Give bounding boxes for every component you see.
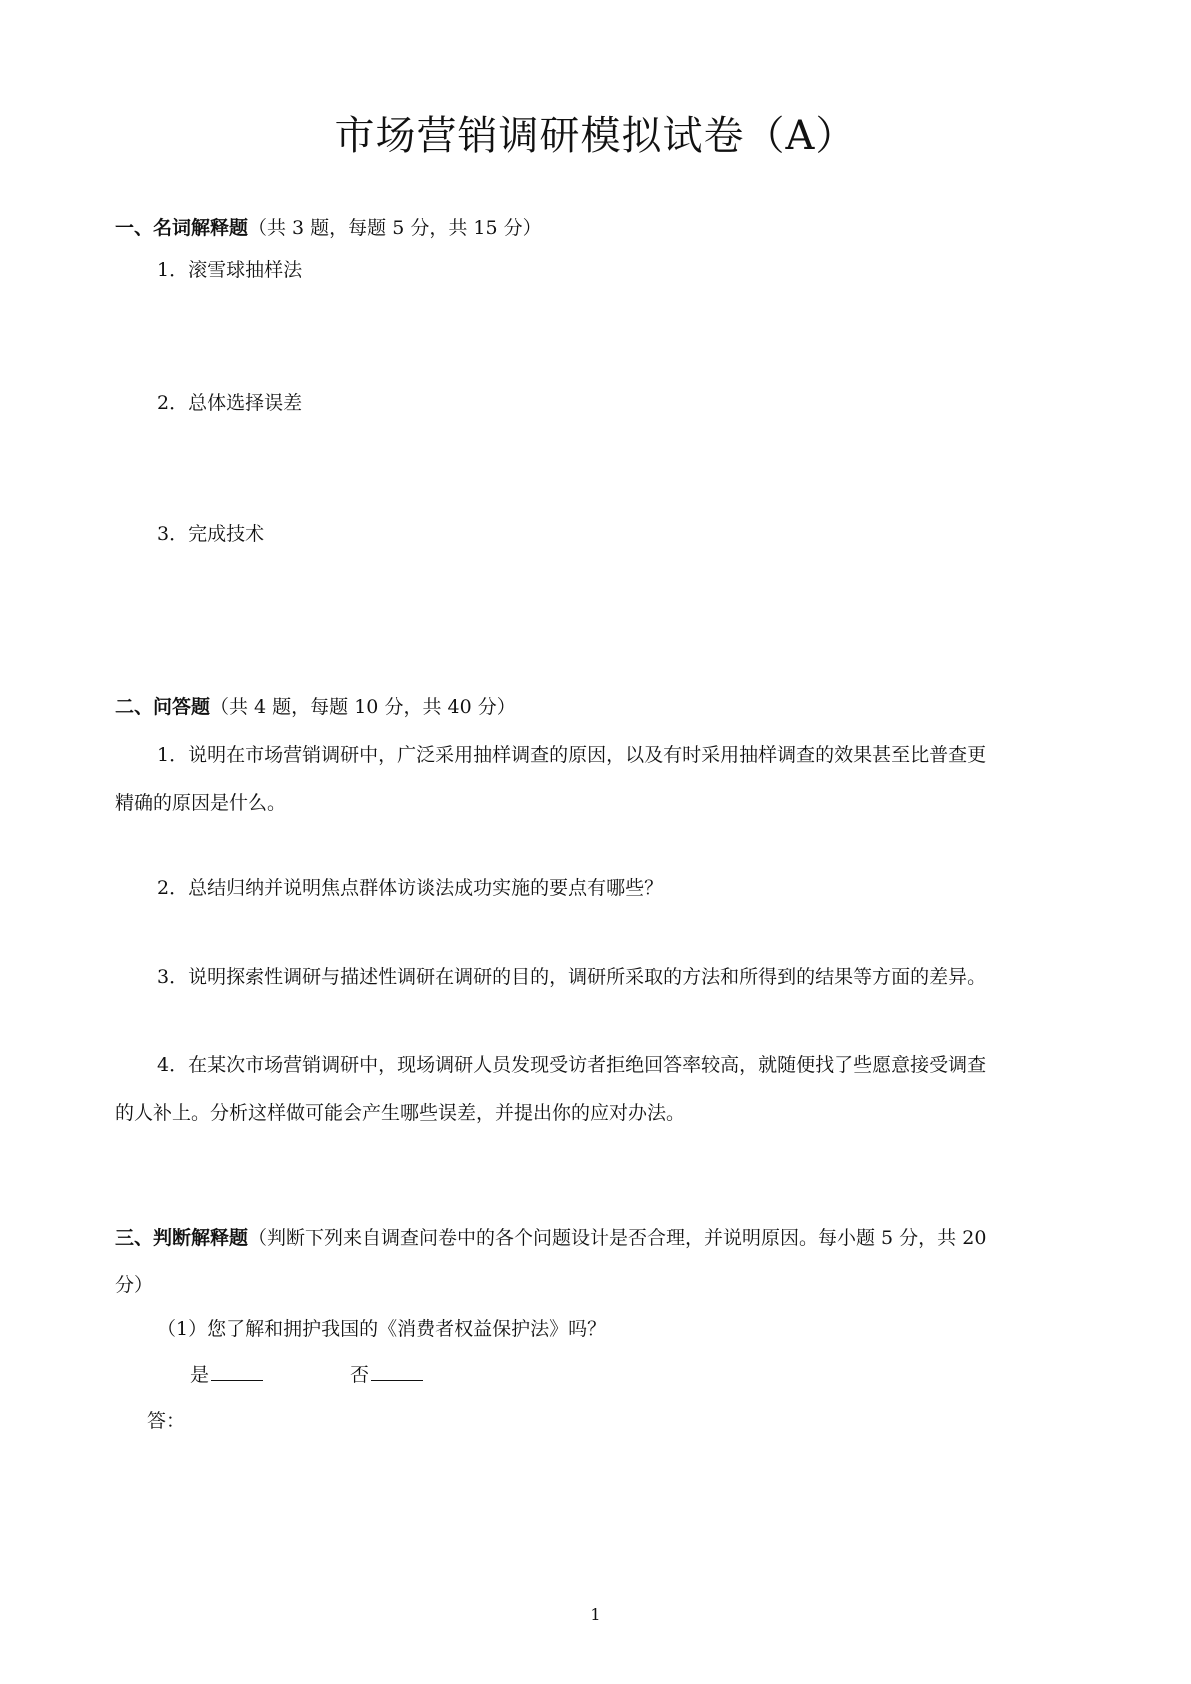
section-1-question-1: 1．滚雪球抽样法 — [157, 259, 303, 281]
section-1-title: 一、名词解释题 — [115, 217, 249, 239]
option-yes-blank — [211, 1360, 263, 1381]
section-1-heading — [115, 214, 542, 242]
option-no — [350, 1360, 423, 1389]
section-3-note: （判断下列来自调查问卷中的各个问题设计是否合理，并说明原因。每小题 5 分，共 20 — [248, 1227, 987, 1249]
option-yes — [190, 1360, 263, 1389]
section-2-question-4-cont: 的人补上。分析这样做可能会产生哪些误差，并提出你的应对办法。 — [115, 1102, 686, 1124]
section-2-note: （共 4 题，每题 10 分，共 40 分） — [210, 696, 516, 718]
section-2-heading — [115, 693, 516, 721]
section-2-title: 二、问答题 — [115, 696, 211, 718]
section-3-note-cont: 分） — [115, 1274, 154, 1296]
section-1-note: （共 3 题，每题 5 分，共 15 分） — [248, 217, 542, 239]
option-no-blank — [371, 1360, 423, 1381]
page-title: 市场营销调研模拟试卷（A） — [334, 113, 857, 159]
section-1-question-2: 2．总体选择误差 — [157, 392, 303, 414]
section-3-question-1: （1）您了解和拥护我国的《消费者权益保护法》吗？ — [157, 1318, 607, 1340]
option-yes-label: 是 — [190, 1364, 210, 1386]
option-no-label: 否 — [350, 1364, 370, 1386]
section-2-question-1-cont: 精确的原因是什么。 — [115, 792, 287, 814]
section-2-question-3: 3．说明探索性调研与描述性调研在调研的目的，调研所采取的方法和所得到的结果等方面的差异。 — [157, 966, 987, 988]
section-3-heading — [115, 1224, 986, 1252]
section-3-title: 三、判断解释题 — [115, 1227, 249, 1249]
section-1-question-3: 3．完成技术 — [157, 523, 265, 545]
page-number: 1 — [590, 1605, 601, 1624]
section-2-question-2: 2．总结归纳并说明焦点群体访谈法成功实施的要点有哪些？ — [157, 877, 664, 899]
section-2-question-1: 1．说明在市场营销调研中，广泛采用抽样调查的原因，以及有时采用抽样调查的效果甚至比普查更 — [157, 744, 987, 766]
answer-label: 答： — [147, 1410, 186, 1432]
section-2-question-4: 4．在某次市场营销调研中，现场调研人员发现受访者拒绝回答率较高，就随便找了些愿意接受调查 — [157, 1054, 987, 1076]
